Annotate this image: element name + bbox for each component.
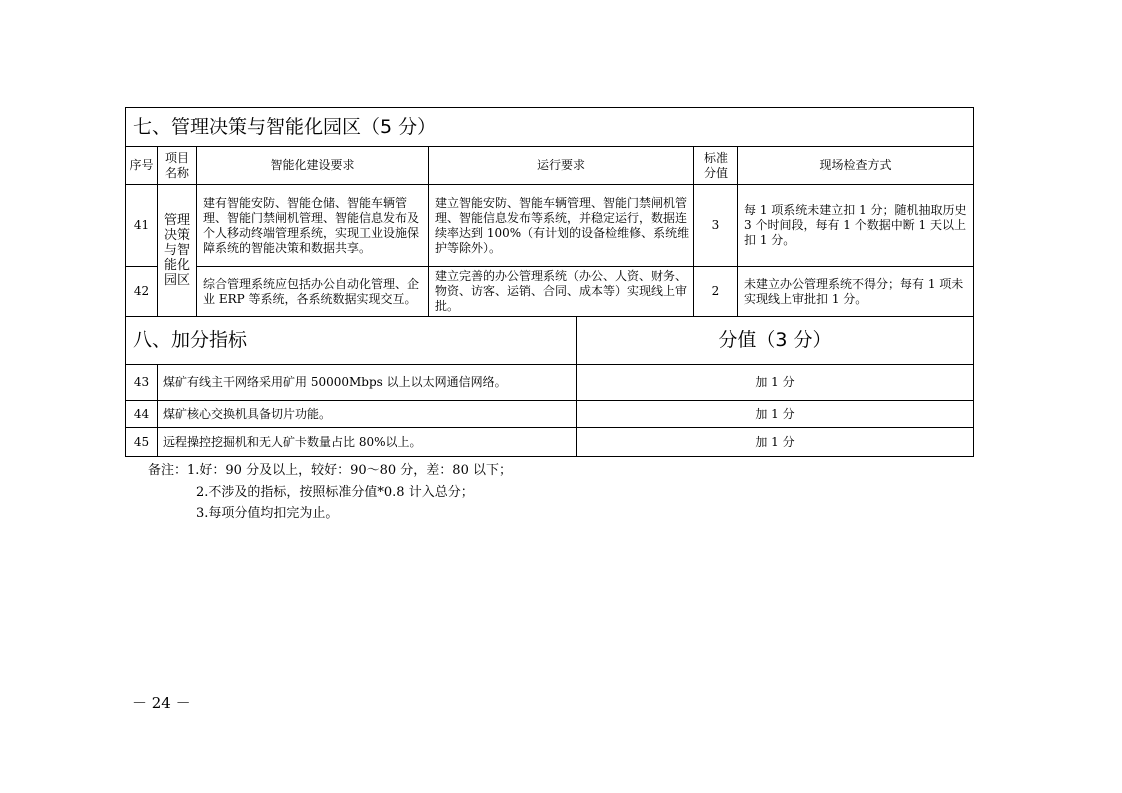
header-item: 项目名称 [164, 150, 189, 180]
row-42-check: 未建立办公管理系统不得分；每有 1 项未实现线上审批扣 1 分。 [744, 276, 964, 306]
item-name-text: 管理决策与智能化园区 [163, 213, 190, 288]
row-41-check: 每 1 项系统未建立扣 1 分；随机抽取历史 3 个时间段，每有 1 个数据中断 1 天以上扣 1 分。 [744, 203, 967, 247]
header-no: 序号 [129, 158, 154, 172]
header-score: 标准分值 [703, 150, 728, 180]
row-41-score: 3 [711, 218, 720, 232]
row-42-score: 2 [711, 284, 720, 298]
section8-title: 八、加分指标 [133, 329, 248, 351]
section8-score-title: 分值（3 分） [718, 329, 832, 351]
section7-title: 七、管理决策与智能化园区（5 分） [133, 115, 437, 138]
row-43-score: 加 1 分 [755, 375, 795, 389]
header-run: 运行要求 [536, 158, 585, 172]
note-line-1: 备注：1.好：90 分及以上，较好：90～80 分，差：80 以下； [148, 463, 512, 478]
row-41-build: 建有智能安防、智能仓储、智能车辆管理、智能门禁闸机管理、智能信息发布及个人移动终端管理系统，实现工业设施保障系统的智能决策和数据共享。 [203, 195, 420, 255]
row-41-no: 41 [133, 218, 150, 232]
row-42-run: 建立完善的办公管理系统（办公、人资、财务、物资、访客、运销、合同、成本等）实现线上审批。 [435, 269, 688, 313]
header-build: 智能化建设要求 [270, 158, 355, 172]
row-44-no: 44 [133, 406, 150, 421]
row-42-build: 综合管理系统应包括办公自动化管理、企业 ERP 等系统，各系统数据实现交互。 [203, 276, 420, 306]
row-44-score: 加 1 分 [755, 406, 795, 421]
page-number: － 24 － [132, 694, 191, 712]
row-42-no: 42 [133, 284, 150, 298]
row-45-text: 远程操控挖掘机和无人矿卡数量占比 80%以上。 [163, 434, 422, 449]
row-43-text: 煤矿有线主干网络采用矿用 50000Mbps 以上以太网通信网络。 [163, 375, 507, 389]
row-41-run: 建立智能安防、智能车辆管理、智能门禁闸机管理、智能信息发布等系统，并稳定运行，数据连续率达到 100%（有计划的设备检维修、系统维护等除外）。 [435, 195, 690, 255]
item-name [158, 185, 196, 316]
row-43-no: 43 [133, 375, 150, 389]
note-line-3: 3.每项分值均扣完为止。 [196, 506, 339, 521]
note-line-2: 2.不涉及的指标，按照标准分值*0.8 计入总分； [196, 485, 474, 500]
row-45-no: 45 [133, 434, 150, 449]
row-45-score: 加 1 分 [755, 434, 795, 449]
header-check: 现场检查方式 [819, 158, 892, 172]
row-44-text: 煤矿核心交换机具备切片功能。 [163, 406, 332, 421]
